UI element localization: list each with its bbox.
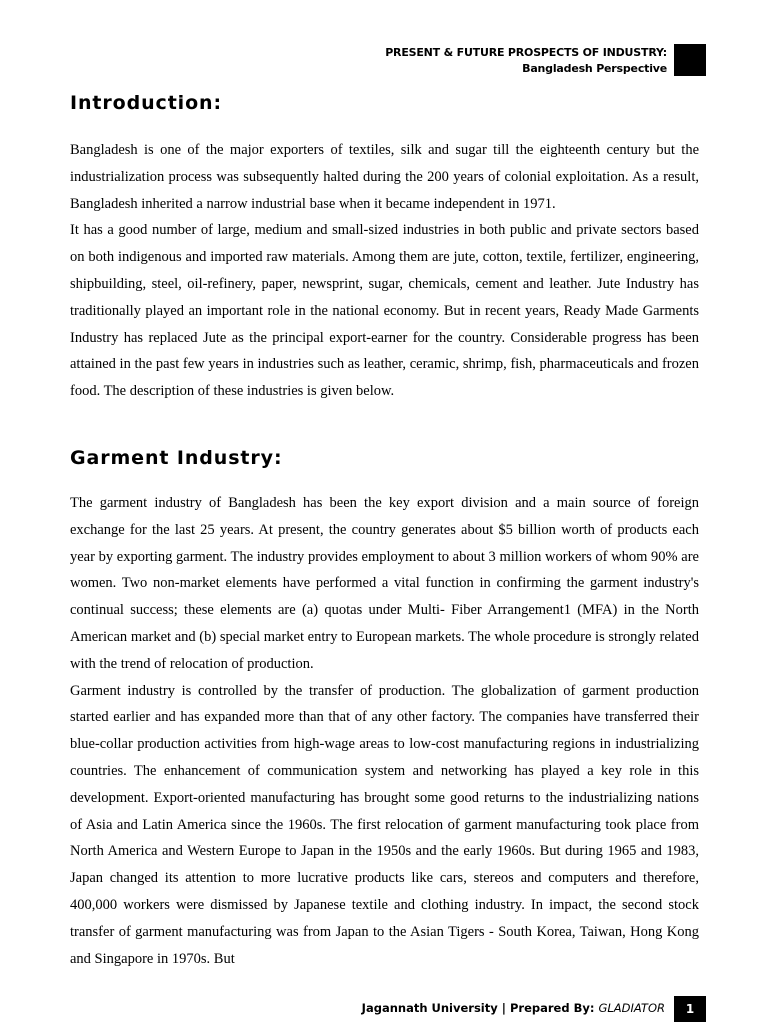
footer-separator: | bbox=[501, 1001, 506, 1015]
header-title: PRESENT & FUTURE PROSPECTS OF INDUSTRY: bbox=[385, 46, 667, 59]
paragraph: The garment industry of Bangladesh has been the key export division and a main source of foreign exchange for the last 25 years. At present, the country generates about $5 billion worth of products each year by exporting garment. The industry provides employment to about 3 million workers of whom 90% are women. Two non-market elements have performed a vital function in confirming the garment industry's continual success; these elements are (a) quotas under Multi- Fiber Arrangement1 (MFA) in the North American market and (b) special market entry to European markets. The whole procedure is strongly related with the trend of relocation of production. bbox=[70, 495, 699, 672]
footer-institution: Jagannath University bbox=[361, 1001, 498, 1015]
footer-author: GLADIATOR bbox=[598, 1001, 665, 1015]
page-number: 1 bbox=[674, 996, 706, 1022]
paragraph: Bangladesh is one of the major exporters of textiles, silk and sugar till the eighteenth century but the industrialization process was subsequently halted during the 200 years of colonial exploitation. As a result, Bangladesh inherited a narrow industrial base when it became independent in 1971. bbox=[70, 142, 699, 212]
header-black-block bbox=[674, 44, 706, 76]
page-footer bbox=[0, 996, 768, 1026]
section-heading-garment-industry: Garment Industry: bbox=[70, 447, 283, 469]
section-heading-introduction: Introduction: bbox=[70, 92, 222, 114]
introduction-body bbox=[70, 137, 699, 405]
header-subtitle: Bangladesh Perspective bbox=[522, 62, 667, 75]
garment-industry-body bbox=[70, 490, 699, 972]
paragraph: It has a good number of large, medium and small-sized industries in both public and private sectors based on both indigenous and imported raw materials. Among them are jute, cotton, textile, fertilizer, engineering, shipbuilding, steel, oil-refinery, paper, newsprint, sugar, chemicals, cement and leather. Jute Industry has traditionally played an important role in the national economy. But in recent years, Ready Made Garments Industry has replaced Jute as the principal export-earner for the country. Considerable progress has been attained in the past few years in industries such as leather, ceramic, shrimp, fish, pharmaceuticals and frozen food. The description of these industries is given below. bbox=[70, 222, 699, 400]
footer-prepared-label: Prepared By: bbox=[509, 1001, 595, 1015]
running-header bbox=[385, 45, 667, 77]
footer-credit bbox=[362, 1001, 665, 1015]
paragraph: Garment industry is controlled by the transfer of production. The globalization of garment production started earlier and has expanded more than that of any other factory. The companies have transferred their blue-collar production activities from high-wage areas to low-cost manufacturing regions in industrializing countries. The enhancement of communication system and networking has played a key role in this development. Export-oriented manufacturing has brought some good returns to the industrializing nations of Asia and Latin America since the 1960s. The first relocation of garment manufacturing took place from North America and Western Europe to Japan in the 1950s and the early 1960s. But during 1965 and 1983, Japan changed its attention to more lucrative products like cars, stereos and computers and therefore, 400,000 workers were dismissed by Japanese textile and clothing industry. In impact, the second stock transfer of garment manufacturing was from Japan to the Asian Tigers - South Korea, Taiwan, Hong Kong and Singapore in 1970s. But bbox=[70, 682, 699, 967]
